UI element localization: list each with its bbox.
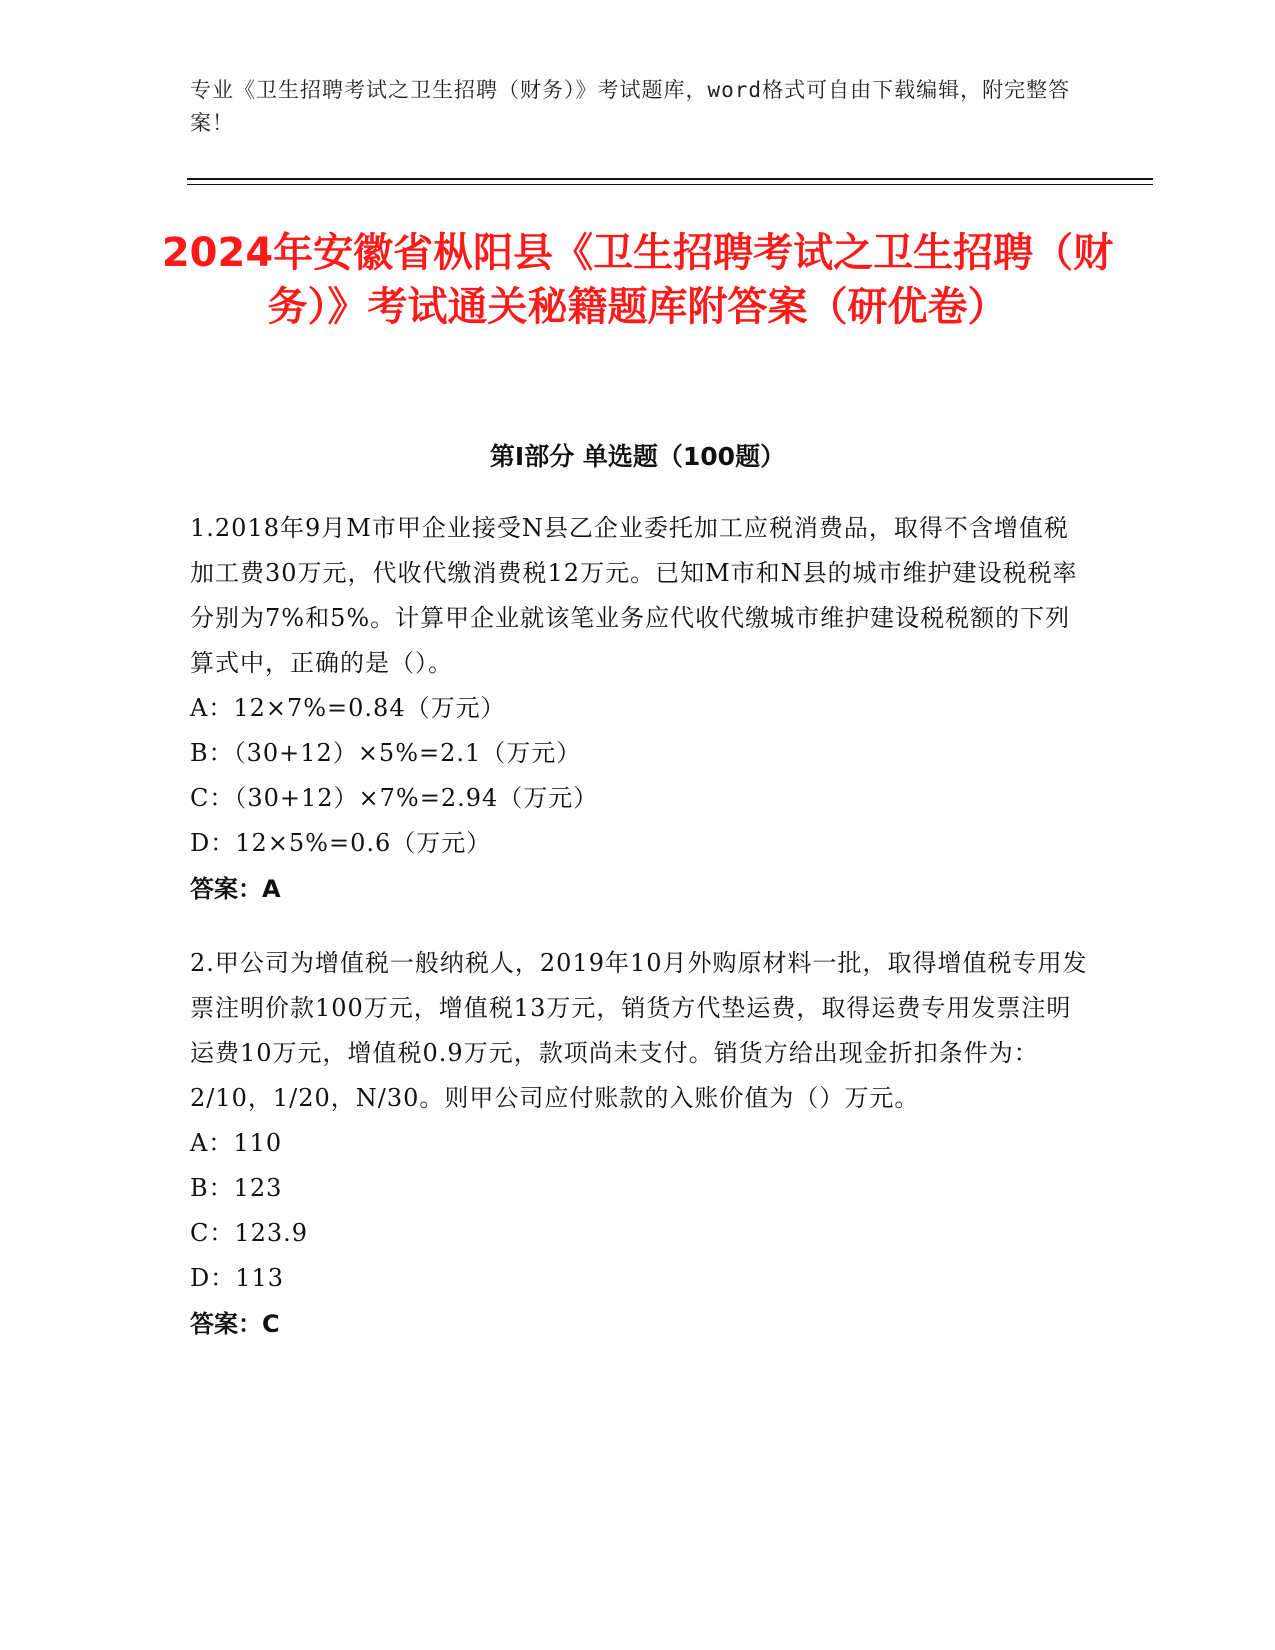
question-1 — [190, 506, 1090, 912]
question-stem: 1.2018年9月M市甲企业接受N县乙企业委托加工应税消费品，取得不含增值税加工费30万元，代收代缴消费税12万元。已知M市和N县的城市维护建设税税率分别为7%和5%。计算甲企业就该笔业务应代收代缴城市维护建设税税额的下列算式中，正确的是（）。 — [190, 514, 1078, 677]
option-b: B：123 — [190, 1174, 283, 1202]
document-title: 2024年安徽省枞阳县《卫生招聘考试之卫生招聘（财务）》考试通关秘籍题库附答案（研优卷） — [161, 230, 1114, 330]
option-b: B：（30+12）×5%=2.1（万元） — [190, 739, 582, 767]
option-c: C：123.9 — [190, 1219, 309, 1247]
option-a: A：110 — [190, 1129, 283, 1157]
question-2 — [190, 941, 1090, 1347]
header-divider-thick — [187, 178, 1153, 180]
option-d: D：113 — [190, 1264, 285, 1292]
answer: 答案：C — [190, 1310, 280, 1338]
section-heading: 第I部分 单选题（100题） — [489, 442, 786, 471]
question-stem: 2.甲公司为增值税一般纳税人，2019年10月外购原材料一批，取得增值税专用发票注明价款100万元，增值税13万元，销货方代垫运费，取得运费专用发票注明运费10万元，增值税0.9万元，款项尚未支付。销货方给出现金折扣条件为：2/10，1/20，N/30。则甲公司应付账款的入账价值为（）万元。 — [190, 949, 1088, 1112]
page-header-note: 专业《卫生招聘考试之卫生招聘（财务）》考试题库，word格式可自由下载编辑，附完整答案！ — [190, 78, 1071, 135]
option-a: A：12×7%=0.84（万元） — [190, 694, 506, 722]
option-d: D：12×5%=0.6（万元） — [190, 829, 492, 857]
header-divider-thin — [187, 184, 1153, 185]
answer: 答案：A — [190, 875, 281, 903]
option-c: C：（30+12）×7%=2.94（万元） — [190, 784, 599, 812]
